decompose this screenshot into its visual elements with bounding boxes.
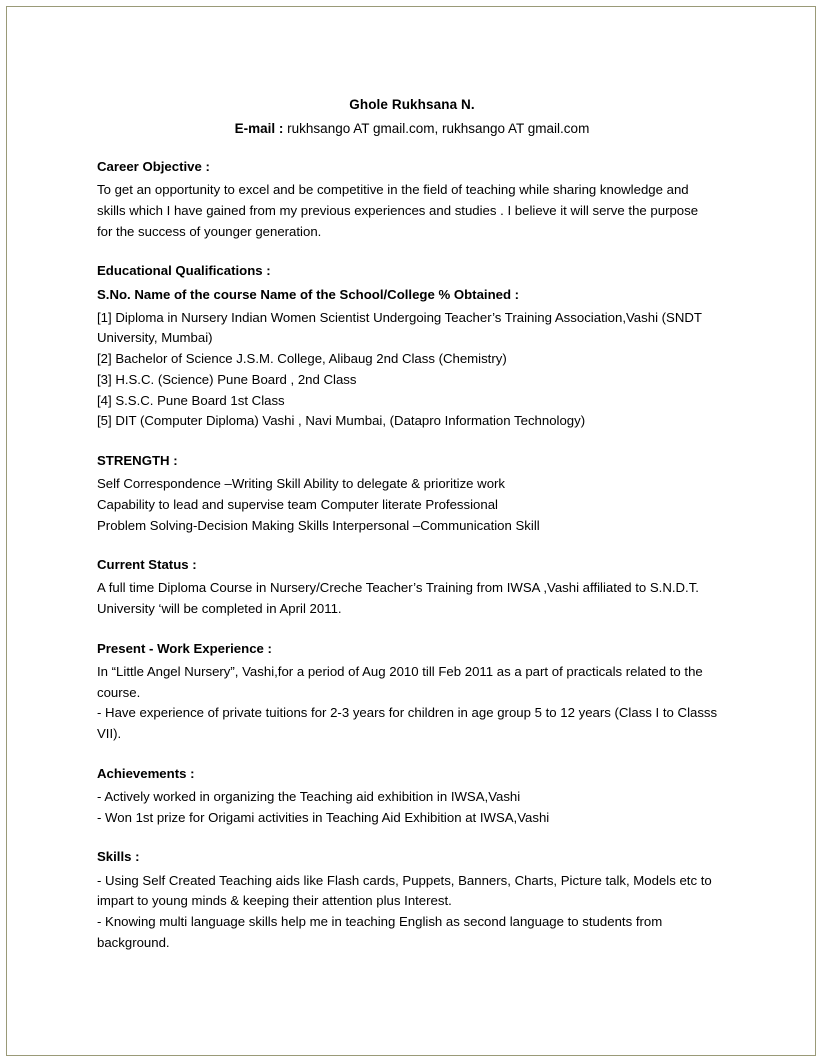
section-skills: [97, 847, 727, 953]
section-line: [3] H.S.C. (Science) Pune Board , 2nd Class: [97, 371, 357, 387]
section-heading: Present - Work Experience :: [97, 640, 272, 656]
section-educational-qualifications: [97, 261, 727, 432]
section-line: - Have experience of private tuitions for 2-3 years for children in age group 5 to 12 years (Class I to Classs: [97, 705, 718, 721]
section-subheading: S.No. Name of the course Name of the School/College % Obtained :: [97, 286, 520, 302]
section-line: impart to young minds & keeping their attention plus Interest.: [97, 893, 452, 909]
section-line: - Won 1st prize for Origami activities in Teaching Aid Exhibition at IWSA,Vashi: [97, 809, 550, 825]
section-line: Self Correspondence –Writing Skill Ability to delegate & prioritize work: [97, 476, 506, 492]
section-line: - Using Self Created Teaching aids like Flash cards, Puppets, Banners, Charts, Picture talk, Models etc to: [97, 872, 712, 888]
resume-content: [97, 96, 727, 972]
section-line: [1] Diploma in Nursery Indian Women Scientist Undergoing Teacher’s Training Association,Vashi (SNDT: [97, 309, 702, 325]
section-achievements: [97, 764, 727, 829]
candidate-name: Ghole Rukhsana N.: [349, 97, 475, 112]
section-heading: STRENGTH :: [97, 452, 178, 468]
section-work-experience: [97, 639, 727, 745]
section-line: for the success of younger generation.: [97, 223, 322, 239]
section-line: - Knowing multi language skills help me in teaching English as second language to students from: [97, 914, 663, 930]
section-line: Capability to lead and supervise team Computer literate Professional: [97, 496, 498, 512]
section-line: course.: [97, 684, 141, 700]
section-heading: Achievements :: [97, 765, 195, 781]
section-line: University ‘will be completed in April 2011.: [97, 601, 342, 617]
section-line: background.: [97, 934, 170, 950]
section-line: In “Little Angel Nursery”, Vashi,for a period of Aug 2010 till Feb 2011 as a part of practicals related to the: [97, 664, 703, 679]
email-value: rukhsango AT gmail.com, rukhsango AT gmail.com: [283, 120, 590, 136]
section-heading: Educational Qualifications :: [97, 263, 271, 279]
section-strength: [97, 451, 727, 536]
section-line: A full time Diploma Course in Nursery/Creche Teacher’s Training from IWSA ,Vashi affiliated to S.N.D.T.: [97, 580, 699, 596]
email-label: E-mail :: [234, 120, 284, 136]
section-line: VII).: [97, 726, 122, 742]
section-line: [4] S.S.C. Pune Board 1st Class: [97, 392, 285, 408]
section-current-status: [97, 555, 727, 620]
section-heading: Skills :: [97, 849, 140, 865]
contact-email-line: [97, 120, 727, 138]
section-line: skills which I have gained from my previous experiences and studies . I believe it will serve the purpose: [97, 202, 699, 218]
section-line: [5] DIT (Computer Diploma) Vashi , Navi Mumbai, (Datapro Information Technology): [97, 413, 586, 429]
section-line: - Actively worked in organizing the Teaching aid exhibition in IWSA,Vashi: [97, 789, 521, 805]
section-line: University, Mumbai): [97, 330, 213, 346]
section-career-objective: [97, 157, 727, 242]
section-line: [2] Bachelor of Science J.S.M. College, Alibaug 2nd Class (Chemistry): [97, 351, 507, 367]
section-heading: Current Status :: [97, 557, 197, 573]
section-line: Problem Solving-Decision Making Skills Interpersonal –Communication Skill: [97, 517, 540, 533]
section-heading: Career Objective :: [97, 159, 210, 175]
section-line: To get an opportunity to excel and be competitive in the field of teaching while sharing knowledge and: [97, 182, 689, 198]
